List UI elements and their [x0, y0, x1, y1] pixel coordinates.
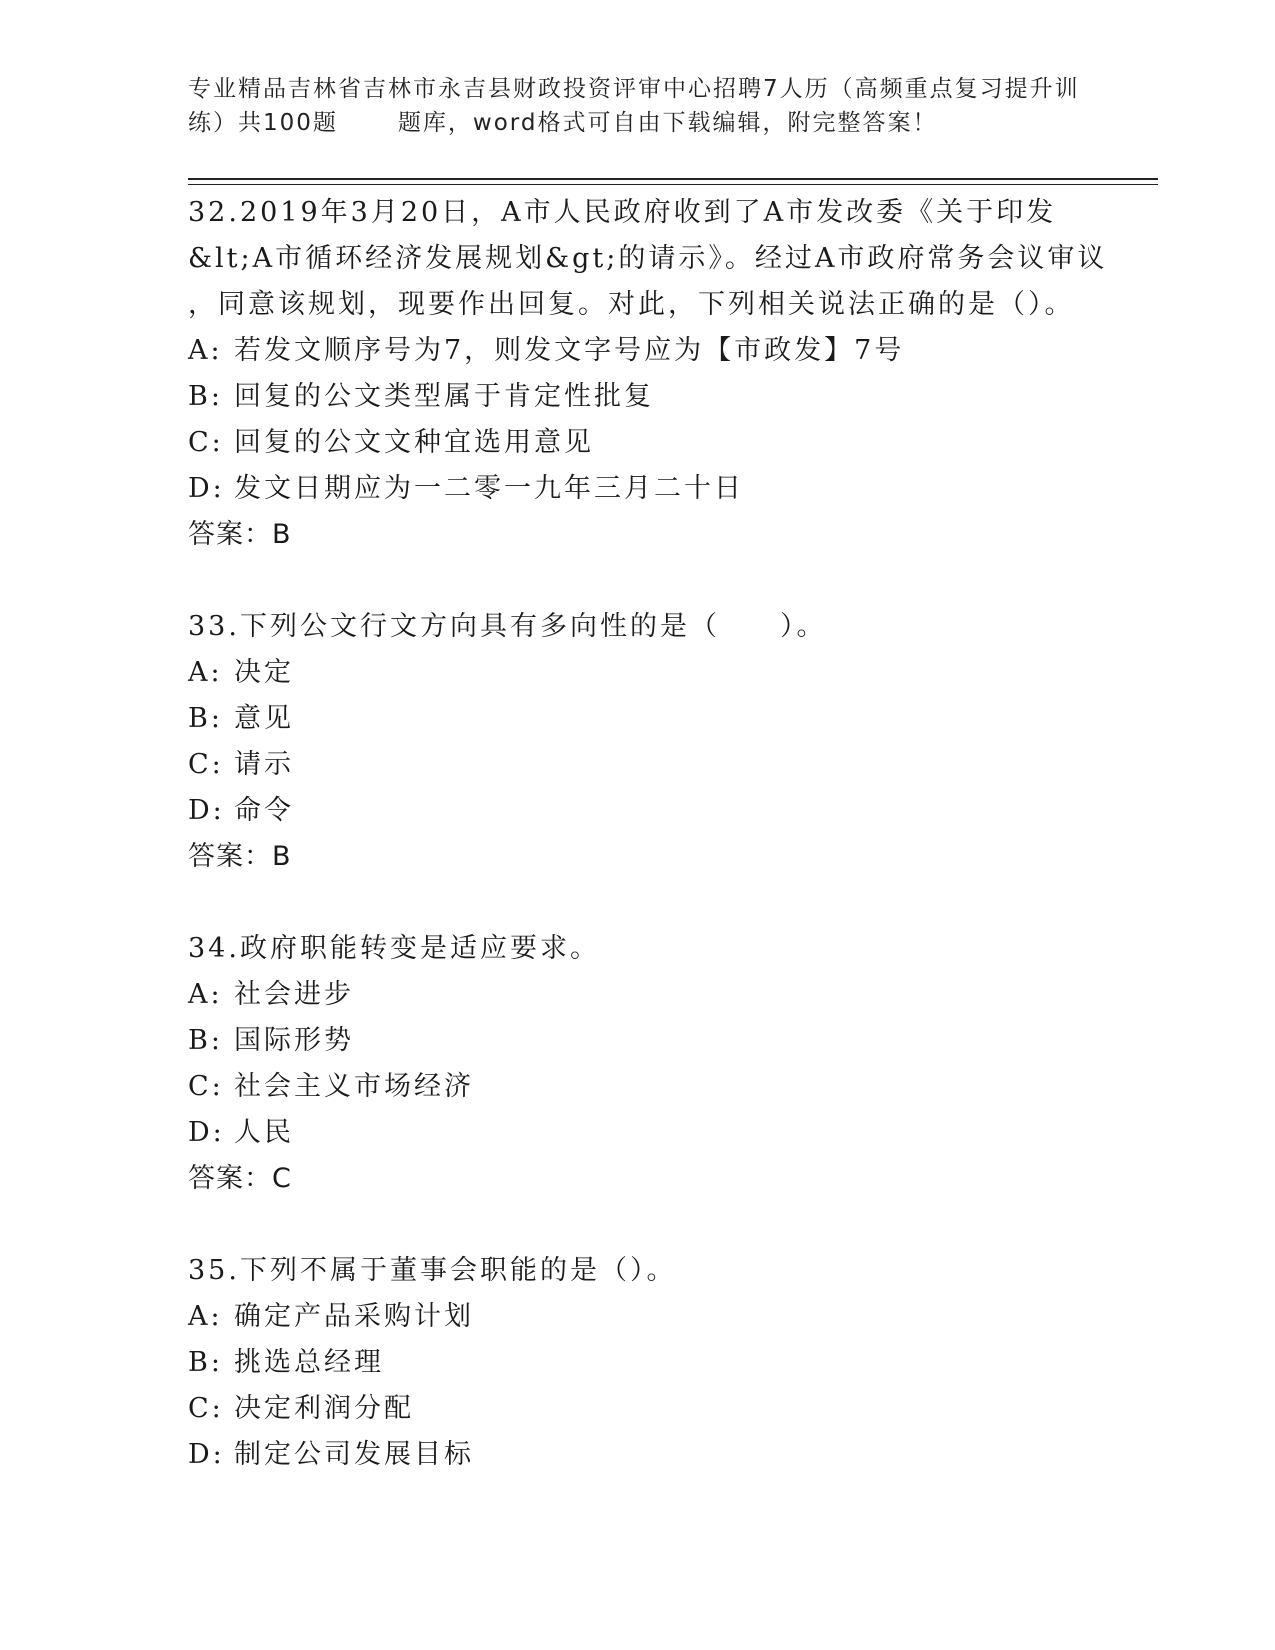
option-key: A:	[188, 335, 223, 366]
header-line-1: 专业精品吉林省吉林市永吉县财政投资评审中心招聘7人历（高频重点复习提升训	[188, 76, 1080, 102]
option-key: B:	[188, 703, 223, 734]
question-stem-line: &lt;A市循环经济发展规划&gt;的请示》。经过A市政府常务会议审议	[188, 243, 1108, 274]
answer-line: 答案：C	[188, 1163, 292, 1194]
option-key: D:	[188, 1117, 225, 1148]
option-c	[188, 420, 1118, 466]
question-33	[188, 604, 1118, 880]
option-b	[188, 696, 1118, 742]
option-key: A:	[188, 979, 223, 1010]
header-line-2-part-a: 练）共100题	[188, 110, 338, 136]
option-text: 社会主义市场经济	[234, 1071, 474, 1102]
option-key: C:	[188, 749, 224, 780]
question-stem-line: 32.2019年3月20日，A市人民政府收到了A市发改委《关于印发	[188, 197, 1057, 228]
option-d	[188, 466, 1118, 512]
question-stem-line: 33.下列公文行文方向具有多向性的是（ ）。	[188, 611, 827, 642]
option-key: C:	[188, 1393, 224, 1424]
question-list	[188, 190, 1118, 1524]
option-a	[188, 650, 1118, 696]
option-text: 若发文顺序号为7，则发文字号应为【市政发】7号	[234, 335, 905, 366]
option-b	[188, 374, 1118, 420]
option-key: C:	[188, 427, 224, 458]
question-stem-line: ，同意该规划，现要作出回复。对此，下列相关说法正确的是（）。	[188, 289, 1075, 320]
option-d	[188, 1432, 1118, 1478]
option-text: 国际形势	[234, 1025, 354, 1056]
option-key: D:	[188, 1439, 225, 1470]
option-text: 挑选总经理	[234, 1347, 384, 1378]
option-text: 回复的公文文种宜选用意见	[234, 427, 594, 458]
header-line-2-part-b: 题库，word格式可自由下载编辑，附完整答案！	[397, 110, 938, 136]
option-d	[188, 788, 1118, 834]
option-a	[188, 1294, 1118, 1340]
option-c	[188, 1386, 1118, 1432]
option-key: C:	[188, 1071, 224, 1102]
option-b	[188, 1018, 1118, 1064]
option-b	[188, 1340, 1118, 1386]
question-stem-line: 34.政府职能转变是适应要求。	[188, 933, 600, 964]
option-text: 确定产品采购计划	[234, 1301, 474, 1332]
option-text: 社会进步	[234, 979, 354, 1010]
option-key: A:	[188, 1301, 223, 1332]
option-text: 请示	[234, 749, 294, 780]
option-key: D:	[188, 795, 225, 826]
option-key: B:	[188, 381, 223, 412]
answer-line: 答案：B	[188, 841, 292, 872]
header-divider-thin	[188, 184, 1158, 185]
question-34	[188, 926, 1118, 1202]
option-a	[188, 972, 1118, 1018]
option-key: B:	[188, 1347, 223, 1378]
option-text: 意见	[234, 703, 294, 734]
question-stem-line: 35.下列不属于董事会职能的是（）。	[188, 1255, 677, 1286]
document-header	[188, 72, 1088, 140]
option-text: 回复的公文类型属于肯定性批复	[234, 381, 654, 412]
option-c	[188, 742, 1118, 788]
option-text: 人民	[234, 1117, 294, 1148]
option-key: A:	[188, 657, 223, 688]
option-text: 发文日期应为一二零一九年三月二十日	[234, 473, 744, 504]
question-32	[188, 190, 1118, 558]
option-text: 制定公司发展目标	[234, 1439, 474, 1470]
header-line-2	[188, 106, 1088, 140]
option-d	[188, 1110, 1118, 1156]
option-text: 决定利润分配	[234, 1393, 414, 1424]
header-divider-thick	[188, 178, 1158, 180]
option-text: 决定	[234, 657, 294, 688]
option-c	[188, 1064, 1118, 1110]
question-35	[188, 1248, 1118, 1478]
answer-line: 答案：B	[188, 519, 292, 550]
option-key: B:	[188, 1025, 223, 1056]
option-key: D:	[188, 473, 225, 504]
option-text: 命令	[234, 795, 294, 826]
option-a	[188, 328, 1118, 374]
